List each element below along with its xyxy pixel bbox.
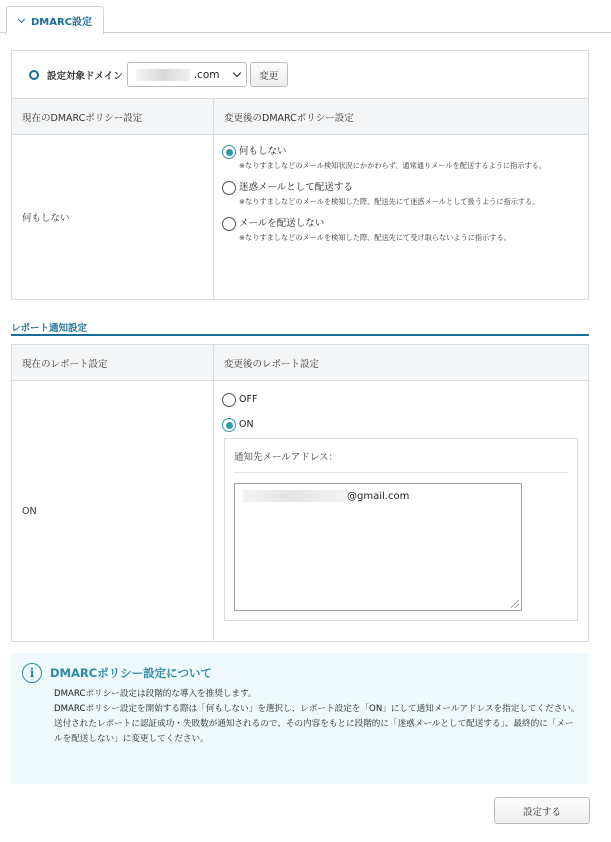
radio-unchecked[interactable] bbox=[222, 181, 236, 195]
option-label: 何もしない bbox=[239, 146, 287, 157]
info-body bbox=[54, 687, 581, 747]
report-option-on[interactable] bbox=[214, 418, 588, 432]
radio-unchecked[interactable] bbox=[222, 393, 236, 407]
change-domain-button[interactable]: 変更 bbox=[250, 62, 288, 87]
domain-label: 設定対象ドメイン bbox=[47, 70, 123, 82]
info-icon: i bbox=[22, 663, 42, 683]
radio-checked[interactable] bbox=[222, 145, 236, 159]
option-label: ON bbox=[239, 419, 254, 430]
resize-handle-icon[interactable] bbox=[511, 600, 519, 608]
report-new-header: 変更後のレポート設定 bbox=[214, 345, 589, 381]
option-note: ※なりすましなどのメールを検知した際、配送先にて迷惑メールとして扱うように指示する。 bbox=[239, 197, 540, 206]
domain-select[interactable] bbox=[127, 62, 247, 87]
option-label: OFF bbox=[239, 394, 258, 405]
info-line: DMARCポリシー設定を開始する際は「何もしない」を選択し、レポート設定を「ON」にして通知メールアドレスを指定してください。 bbox=[54, 704, 580, 714]
policy-current-value: 何もしない bbox=[12, 135, 214, 300]
domain-select-value: .com bbox=[193, 68, 220, 81]
email-suffix: @gmail.com bbox=[347, 491, 410, 502]
policy-new-header: 変更後のDMARCポリシー設定 bbox=[214, 99, 589, 135]
policy-options-cell bbox=[214, 135, 589, 300]
chevron-down-icon bbox=[18, 15, 25, 22]
domain-selector-row bbox=[11, 50, 589, 98]
policy-option-quarantine[interactable] bbox=[214, 181, 588, 208]
report-current-value: ON bbox=[12, 381, 214, 642]
radio-unchecked[interactable] bbox=[222, 217, 236, 231]
tab-dmarc-settings[interactable] bbox=[6, 6, 104, 34]
email-label: 通知先メールアドレス： bbox=[234, 439, 568, 473]
info-line: 送付されたレポートに認証成功・失敗数が通知されるので、その内容をもとに段階的に「迷惑メールとして配送する」、最終的に「メールを配送しない」に変更してください。 bbox=[54, 719, 574, 744]
redacted-email bbox=[243, 490, 347, 502]
info-box bbox=[11, 653, 589, 784]
radio-checked[interactable] bbox=[222, 418, 236, 432]
info-title: DMARCポリシー設定について bbox=[50, 666, 212, 680]
tab-bar bbox=[0, 0, 611, 33]
report-settings-table bbox=[11, 344, 589, 642]
redacted-domain bbox=[136, 69, 190, 81]
option-note: ※なりすましなどのメール検知状況にかかわらず、通常通りメールを配送するように指示する。 bbox=[239, 161, 547, 170]
report-options-cell bbox=[214, 381, 589, 642]
dmarc-policy-table bbox=[11, 98, 589, 300]
report-option-off[interactable] bbox=[214, 393, 588, 407]
chevron-down-icon bbox=[232, 69, 240, 77]
info-line: DMARCポリシー設定は段階的な導入を推奨します。 bbox=[54, 689, 257, 699]
notification-email-box bbox=[224, 438, 578, 621]
policy-current-header: 現在のDMARCポリシー設定 bbox=[12, 99, 214, 135]
tab-label: DMARC設定 bbox=[31, 17, 93, 28]
option-label: メールを配送しない bbox=[239, 218, 325, 229]
submit-button[interactable]: 設定する bbox=[494, 797, 590, 824]
bullet-ring-icon bbox=[29, 70, 39, 80]
policy-option-reject[interactable] bbox=[214, 217, 588, 244]
report-section-title: レポート通知設定 bbox=[11, 320, 589, 336]
email-textarea[interactable] bbox=[234, 483, 522, 611]
option-label: 迷惑メールとして配送する bbox=[239, 182, 353, 193]
option-note: ※なりすましなどのメールを検知した際、配送先にて受け取らないように指示する。 bbox=[239, 233, 511, 242]
policy-option-none[interactable] bbox=[214, 145, 588, 172]
report-current-header: 現在のレポート設定 bbox=[12, 345, 214, 381]
